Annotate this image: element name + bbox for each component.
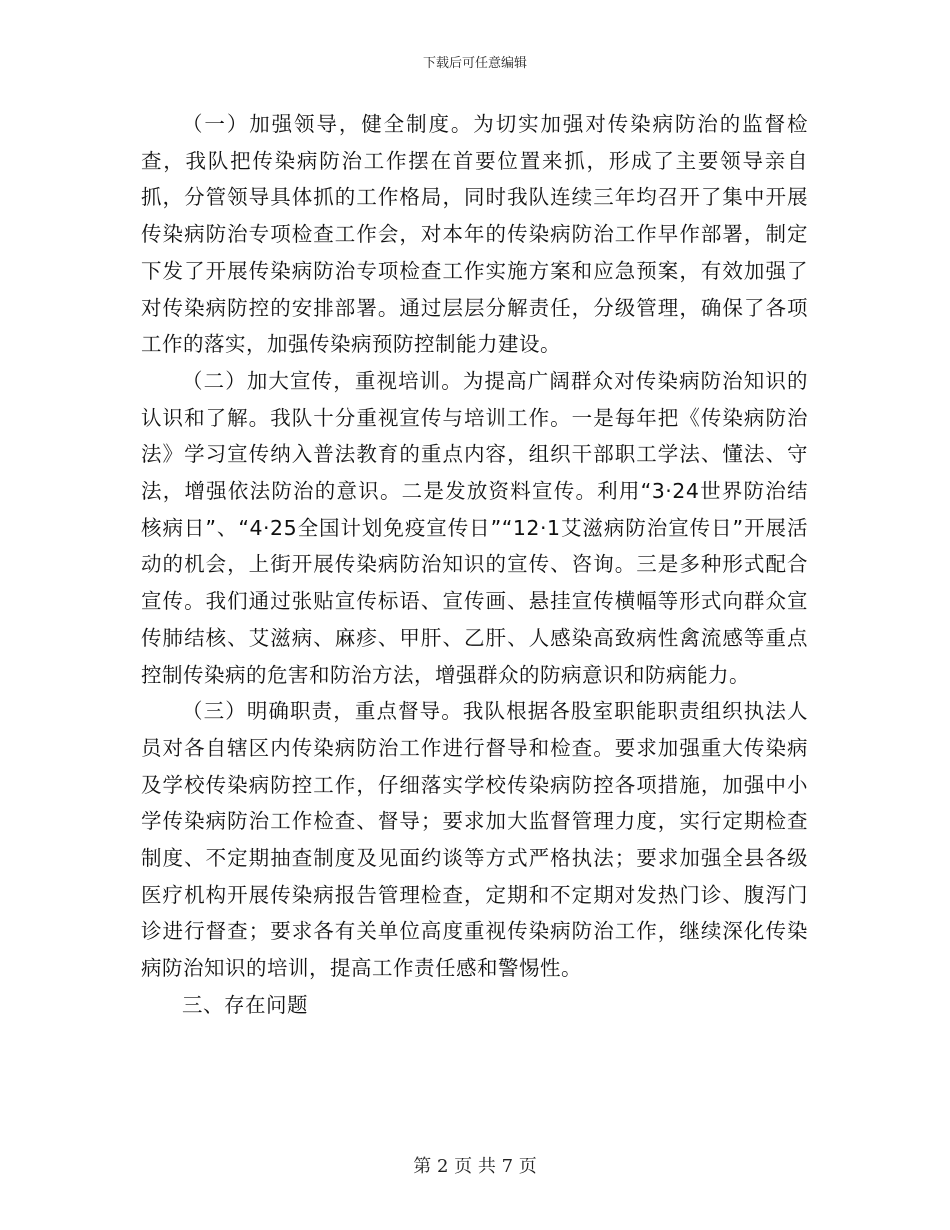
paragraph-supervision: （三）明确职责，重点督导。我队根据各股室职能职责组织执法人员对各自辖区内传染病防治工作进行督导和检查。要求加强重大传染病及学校传染病防控工作，仔细落实学校传染病防控各项措施，加强中小学传染病防治工作检查、督导；要求加大监督管理力度，实行定期检查制度、不定期抽查制度及见面约谈等方式严格执法；要求加强全县各级医疗机构开展传染病报告管理检查，定期和不定期对发热门诊、腹泻门诊进行督查；要求各有关单位高度重视传染病防治工作，继续深化传染病防治知识的培训，提高工作责任感和警惕性。 (141, 699, 808, 981)
section-heading-existing-problems: 三、存在问题 (182, 992, 308, 1017)
page-header: 下载后可任意编辑 (422, 56, 527, 71)
paragraph-publicity-training: （二）加大宣传，重视培训。为提高广阔群众对传染病防治知识的认识和了解。我队十分重视宣传与培训工作。一是每年把《传染病防治法》学习宣传纳入普法教育的重点内容，组织干部职工学法、懂法、守法，增强依法防治的意识。二是发放资料宣传。利用“3·24世界防治结核病日”、“4·25全国计划免疫宣传日”“12·1艾滋病防治宣传日”开展活动的机会，上街开展传染病防治知识的宣传、咨询。三是多种形式配合宣传。我们通过张贴宣传标语、宣传画、悬挂宣传横幅等形式向群众宣传肺结核、艾滋病、麻疹、甲肝、乙肝、人感染高致病性禽流感等重点控制传染病的危害和防治方法，增强群众的防病意识和防病能力。 (141, 368, 808, 687)
document-body (141, 106, 808, 1024)
paragraph-strengthen-leadership: （一）加强领导，健全制度。为切实加强对传染病防治的监督检查，我队把传染病防治工作摆在首要位置来抓，形成了主要领导亲自抓，分管领导具体抓的工作格局，同时我队连续三年均召开了集中开展传染病防治专项检查工作会，对本年的传染病防治工作早作部署，制定下发了开展传染病防治专项检查工作实施方案和应急预案，有效加强了对传染病防控的安排部署。通过层层分解责任，分级管理，确保了各项工作的落实，加强传染病预防控制能力建设。 (141, 112, 808, 357)
page-number-footer: 第 2 页 共 7 页 (413, 1156, 537, 1177)
